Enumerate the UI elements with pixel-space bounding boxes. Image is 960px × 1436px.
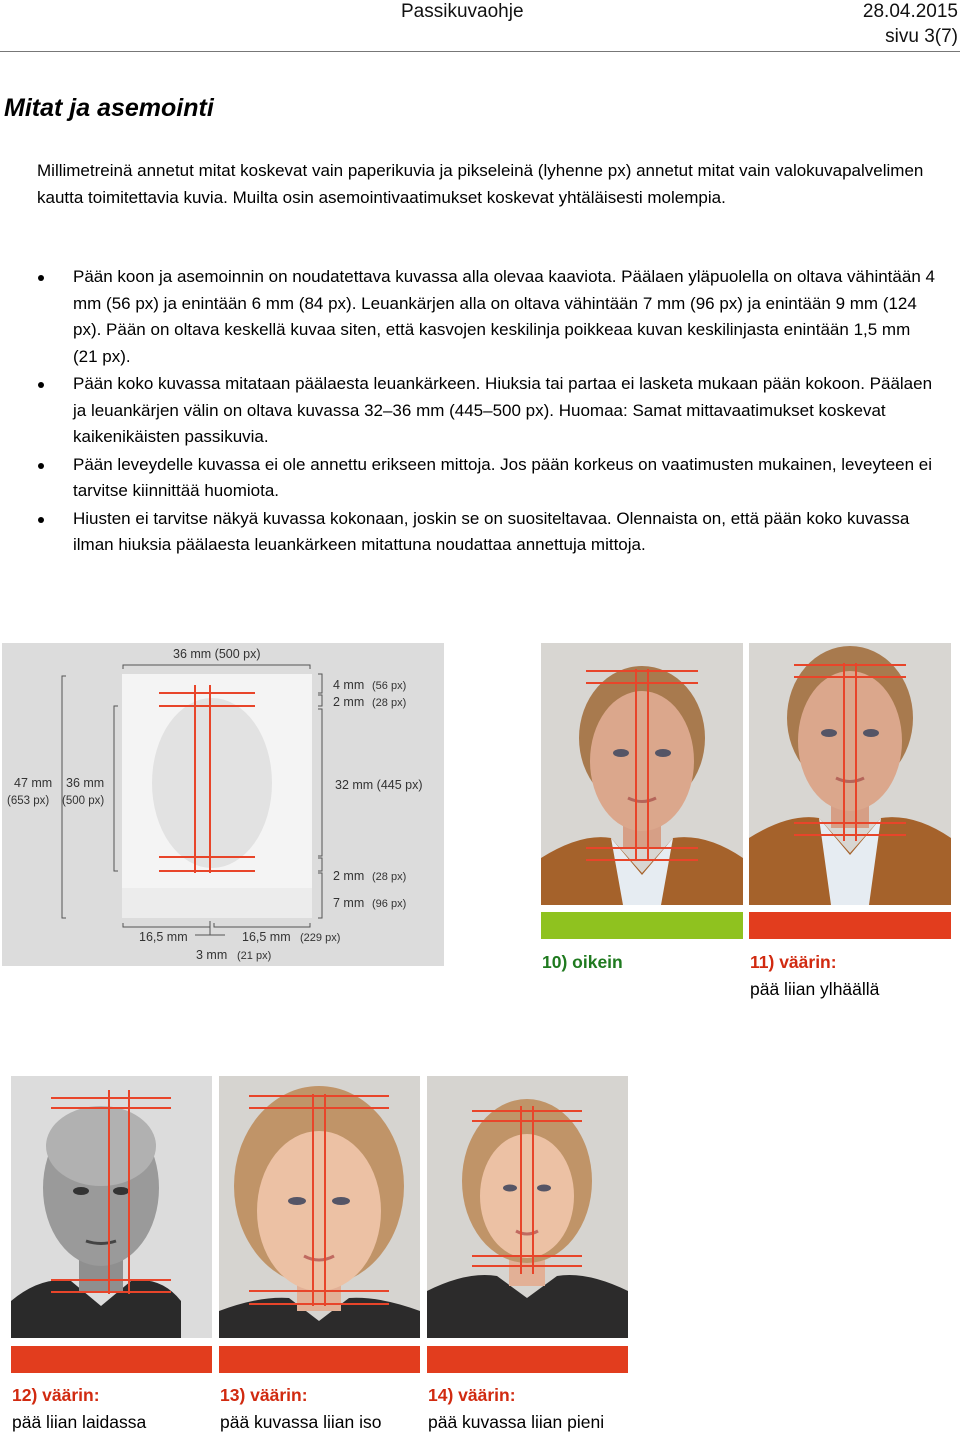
diagram-label-left-margin: 16,5 mm	[139, 930, 188, 944]
diagram-label-right-margin-px: (229 px)	[300, 932, 341, 944]
example-photo-too-big	[219, 1076, 420, 1338]
diagram-label-top-4mm: 4 mm	[333, 678, 365, 692]
example-photo-off-center	[11, 1076, 212, 1338]
diagram-label-top-4mm-px: (56 px)	[372, 680, 407, 692]
caption-text: pää liian ylhäällä	[750, 979, 880, 999]
caption-label: 13) väärin:	[220, 1385, 308, 1405]
diagram-label-top-2mm-px: (28 px)	[372, 697, 407, 709]
diagram-label-chin-2mm-px: (28 px)	[372, 871, 407, 883]
list-item: Pään leveydelle kuvassa ei ole annettu erikseen mittoja. Jos pään korkeus on vaatimusten mukainen, leveyteen ei tarvitse kiinnittää huomiota.	[38, 452, 938, 505]
bullet-icon	[38, 463, 44, 469]
diagram-label-height-47-px: (653 px)	[7, 795, 50, 807]
list-item: Hiusten ei tarvitse näkyä kuvassa kokonaan, joskin se on suositeltavaa. Olennaista on, että pään koko kuvassa ilman hiuksia päälaesta leuankärkeen mitattuna noudattaa annettuja mittoja.	[38, 506, 938, 559]
caption-text: pää kuvassa liian pieni	[428, 1412, 605, 1432]
diagram-label-chin-7mm-px: (96 px)	[372, 898, 407, 910]
example-photo-too-high	[749, 643, 951, 905]
status-bar-wrong	[219, 1346, 420, 1373]
list-item: Pään koon ja asemoinnin on noudatettava kuvassa alla olevaa kaaviota. Päälaen yläpuolella on oltava vähintään 4 mm (56 px) ja enintään 6 mm (84 px). Leuankärjen alla on oltava vähintään 7 mm (96 px) ja enintään 9 mm (124 px). Pään on oltava keskellä kuvaa siten, että kasvojen keskilinja poikkeaa kuvan keskilinjasta enintään 1,5 mm (21 px).	[38, 264, 938, 370]
example-photo-too-small	[427, 1076, 628, 1338]
example-caption	[220, 1382, 381, 1436]
diagram-label-chin-7mm: 7 mm	[333, 896, 365, 910]
bullet-icon	[38, 275, 44, 281]
diagram-label-top-2mm: 2 mm	[333, 695, 365, 709]
caption-text: pää liian laidassa	[12, 1412, 147, 1432]
section-heading: Mitat ja asemointi	[4, 94, 214, 122]
diagram-label-height-36: 36 mm	[66, 776, 105, 790]
caption-label: 11) väärin:	[750, 952, 837, 972]
caption-label: 14) väärin:	[428, 1385, 516, 1405]
diagram-label-center-tol: 3 mm	[196, 948, 228, 962]
example-caption	[12, 1382, 146, 1436]
diagram-label-head-size: 32 mm (445 px)	[335, 778, 423, 792]
measurement-diagram	[2, 643, 444, 966]
example-caption	[428, 1382, 604, 1436]
diagram-label-height-36-px: (500 px)	[62, 795, 105, 807]
status-bar-wrong	[11, 1346, 212, 1373]
caption-label: 12) väärin:	[12, 1385, 100, 1405]
document-date: 28.04.2015	[862, 1, 958, 22]
diagram-label-center-tol-px: (21 px)	[237, 950, 272, 962]
requirements-list	[38, 264, 938, 560]
diagram-label-right-margin: 16,5 mm	[242, 930, 291, 944]
intro-paragraph: Millimetreinä annetut mitat koskevat vain paperikuvia ja pikseleinä (lyhenne px) annetut mitat vain valokuvapalvelimen kautta toimitettavia kuvia. Muilta osin asemointivaatimukset koskevat yhtäläisesti molempia.	[37, 161, 924, 207]
bullet-icon	[38, 382, 44, 388]
caption-text: pää kuvassa liian iso	[220, 1412, 382, 1432]
header-divider	[0, 51, 960, 52]
example-caption	[750, 949, 879, 1003]
example-caption	[542, 949, 623, 976]
example-photo-correct	[541, 643, 743, 905]
caption-label: 10) oikein	[542, 952, 623, 972]
diagram-label-top-width: 36 mm (500 px)	[173, 647, 261, 661]
status-bar-ok	[541, 912, 743, 939]
status-bar-wrong	[427, 1346, 628, 1373]
page-number: sivu 3(7)	[885, 26, 958, 47]
bullet-icon	[38, 517, 44, 523]
document-title: Passikuvaohje	[401, 1, 524, 22]
diagram-label-height-47: 47 mm	[14, 776, 53, 790]
diagram-label-chin-2mm: 2 mm	[333, 869, 365, 883]
list-item: Pään koko kuvassa mitataan päälaesta leuankärkeen. Hiuksia tai partaa ei lasketa mukaan pään kokoon. Päälaen ja leuankärjen välin on oltava kuvassa 32–36 mm (445–500 px). Huomaa: Samat mittavaatimukset koskevat kaikenikäisten passikuvia.	[38, 371, 938, 451]
status-bar-wrong	[749, 912, 951, 939]
